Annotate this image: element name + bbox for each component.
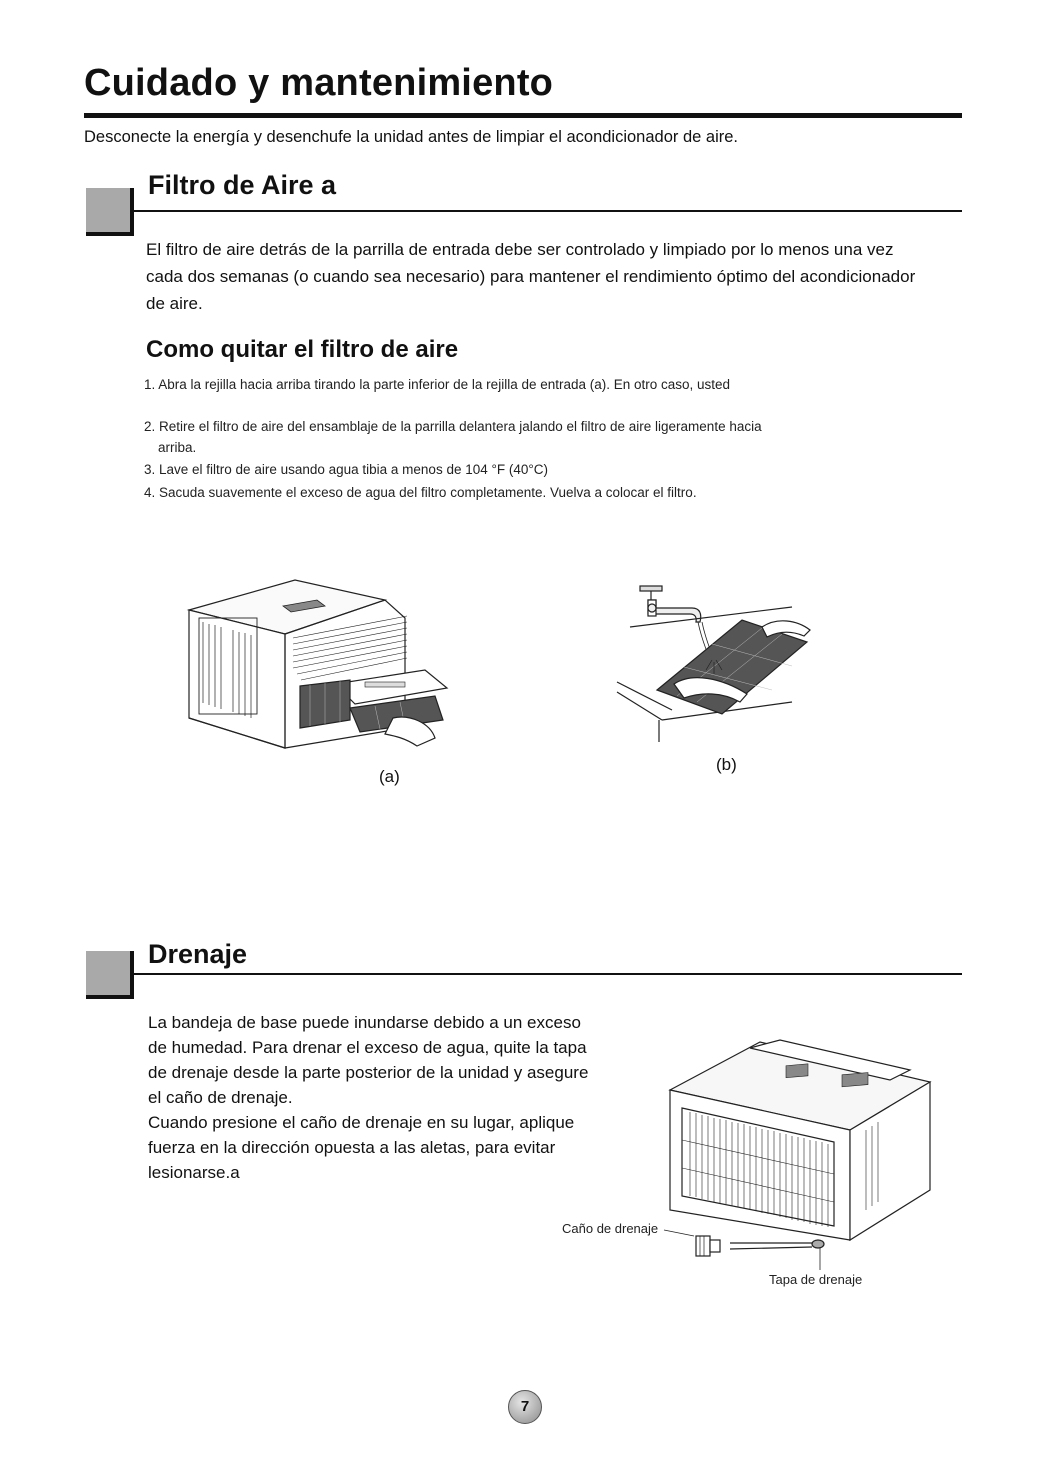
paragraph-line: La bandeja de base puede inundarse debido a un exceso bbox=[148, 1013, 581, 1032]
section-rule-drain bbox=[134, 973, 962, 975]
paragraph-line: lesionarse.a bbox=[148, 1163, 240, 1182]
illustration-filter-removal bbox=[185, 578, 455, 753]
label-drain-cap: Tapa de drenaje bbox=[769, 1272, 863, 1287]
paragraph-line: El filtro de aire detrás de la parrilla de entrada debe ser controlado y limpiado por lo menos una vez bbox=[146, 240, 894, 259]
section-title-filter: Filtro de Aire a bbox=[148, 170, 337, 200]
section-marker-filter bbox=[86, 188, 134, 236]
drain-paragraph bbox=[148, 1010, 588, 1185]
caption-a: (a) bbox=[379, 767, 400, 786]
page-title: Cuidado y mantenimiento bbox=[84, 62, 554, 104]
intro-text: Desconecte la energía y desenchufe la unidad antes de limpiar el acondicionador de aire. bbox=[84, 128, 739, 146]
illustration-filter-washing bbox=[612, 582, 812, 747]
label-drain-spout: Caño de drenaje bbox=[562, 1221, 659, 1236]
step-item: 2. Retire el filtro de aire del ensamblaje de la parrilla delantera jalando el filtro de aire ligeramente hacia bbox=[144, 419, 762, 434]
step-item: 4. Sacuda suavemente el exceso de agua del filtro completamente. Vuelva a colocar el filtro. bbox=[144, 485, 697, 500]
paragraph-line: Cuando presione el caño de drenaje en su lugar, aplique bbox=[148, 1113, 575, 1132]
illustration-drain bbox=[600, 1030, 940, 1275]
section-marker-drain bbox=[86, 951, 134, 999]
paragraph-line: de aire. bbox=[146, 294, 203, 313]
section-rule-filter bbox=[134, 210, 962, 212]
step-item: 3. Lave el filtro de aire usando agua tibia a menos de 104 °F (40°C) bbox=[144, 462, 549, 477]
paragraph-line: de humedad. Para drenar el exceso de agua, quite la tapa bbox=[148, 1038, 587, 1057]
caption-b: (b) bbox=[716, 755, 737, 774]
paragraph-line: de drenaje desde la parte posterior de la unidad y asegure bbox=[148, 1063, 589, 1082]
step-item-continued: arriba. bbox=[158, 440, 197, 455]
paragraph-line: fuerza en la dirección opuesta a las aletas, para evitar bbox=[148, 1138, 556, 1157]
subheading-remove-filter: Como quitar el filtro de aire bbox=[146, 336, 459, 363]
step-item: 1. Abra la rejilla hacia arriba tirando la parte inferior de la rejilla de entrada (a). En otro caso, usted bbox=[144, 377, 731, 392]
section-title-drain: Drenaje bbox=[148, 939, 248, 969]
title-rule bbox=[84, 113, 962, 118]
filter-paragraph bbox=[146, 236, 915, 317]
paragraph-line: cada dos semanas (o cuando sea necesario) para mantener el rendimiento óptimo del acondicionador bbox=[146, 267, 916, 286]
paragraph-line: el caño de drenaje. bbox=[148, 1088, 293, 1107]
page-number: 7 bbox=[508, 1390, 542, 1424]
